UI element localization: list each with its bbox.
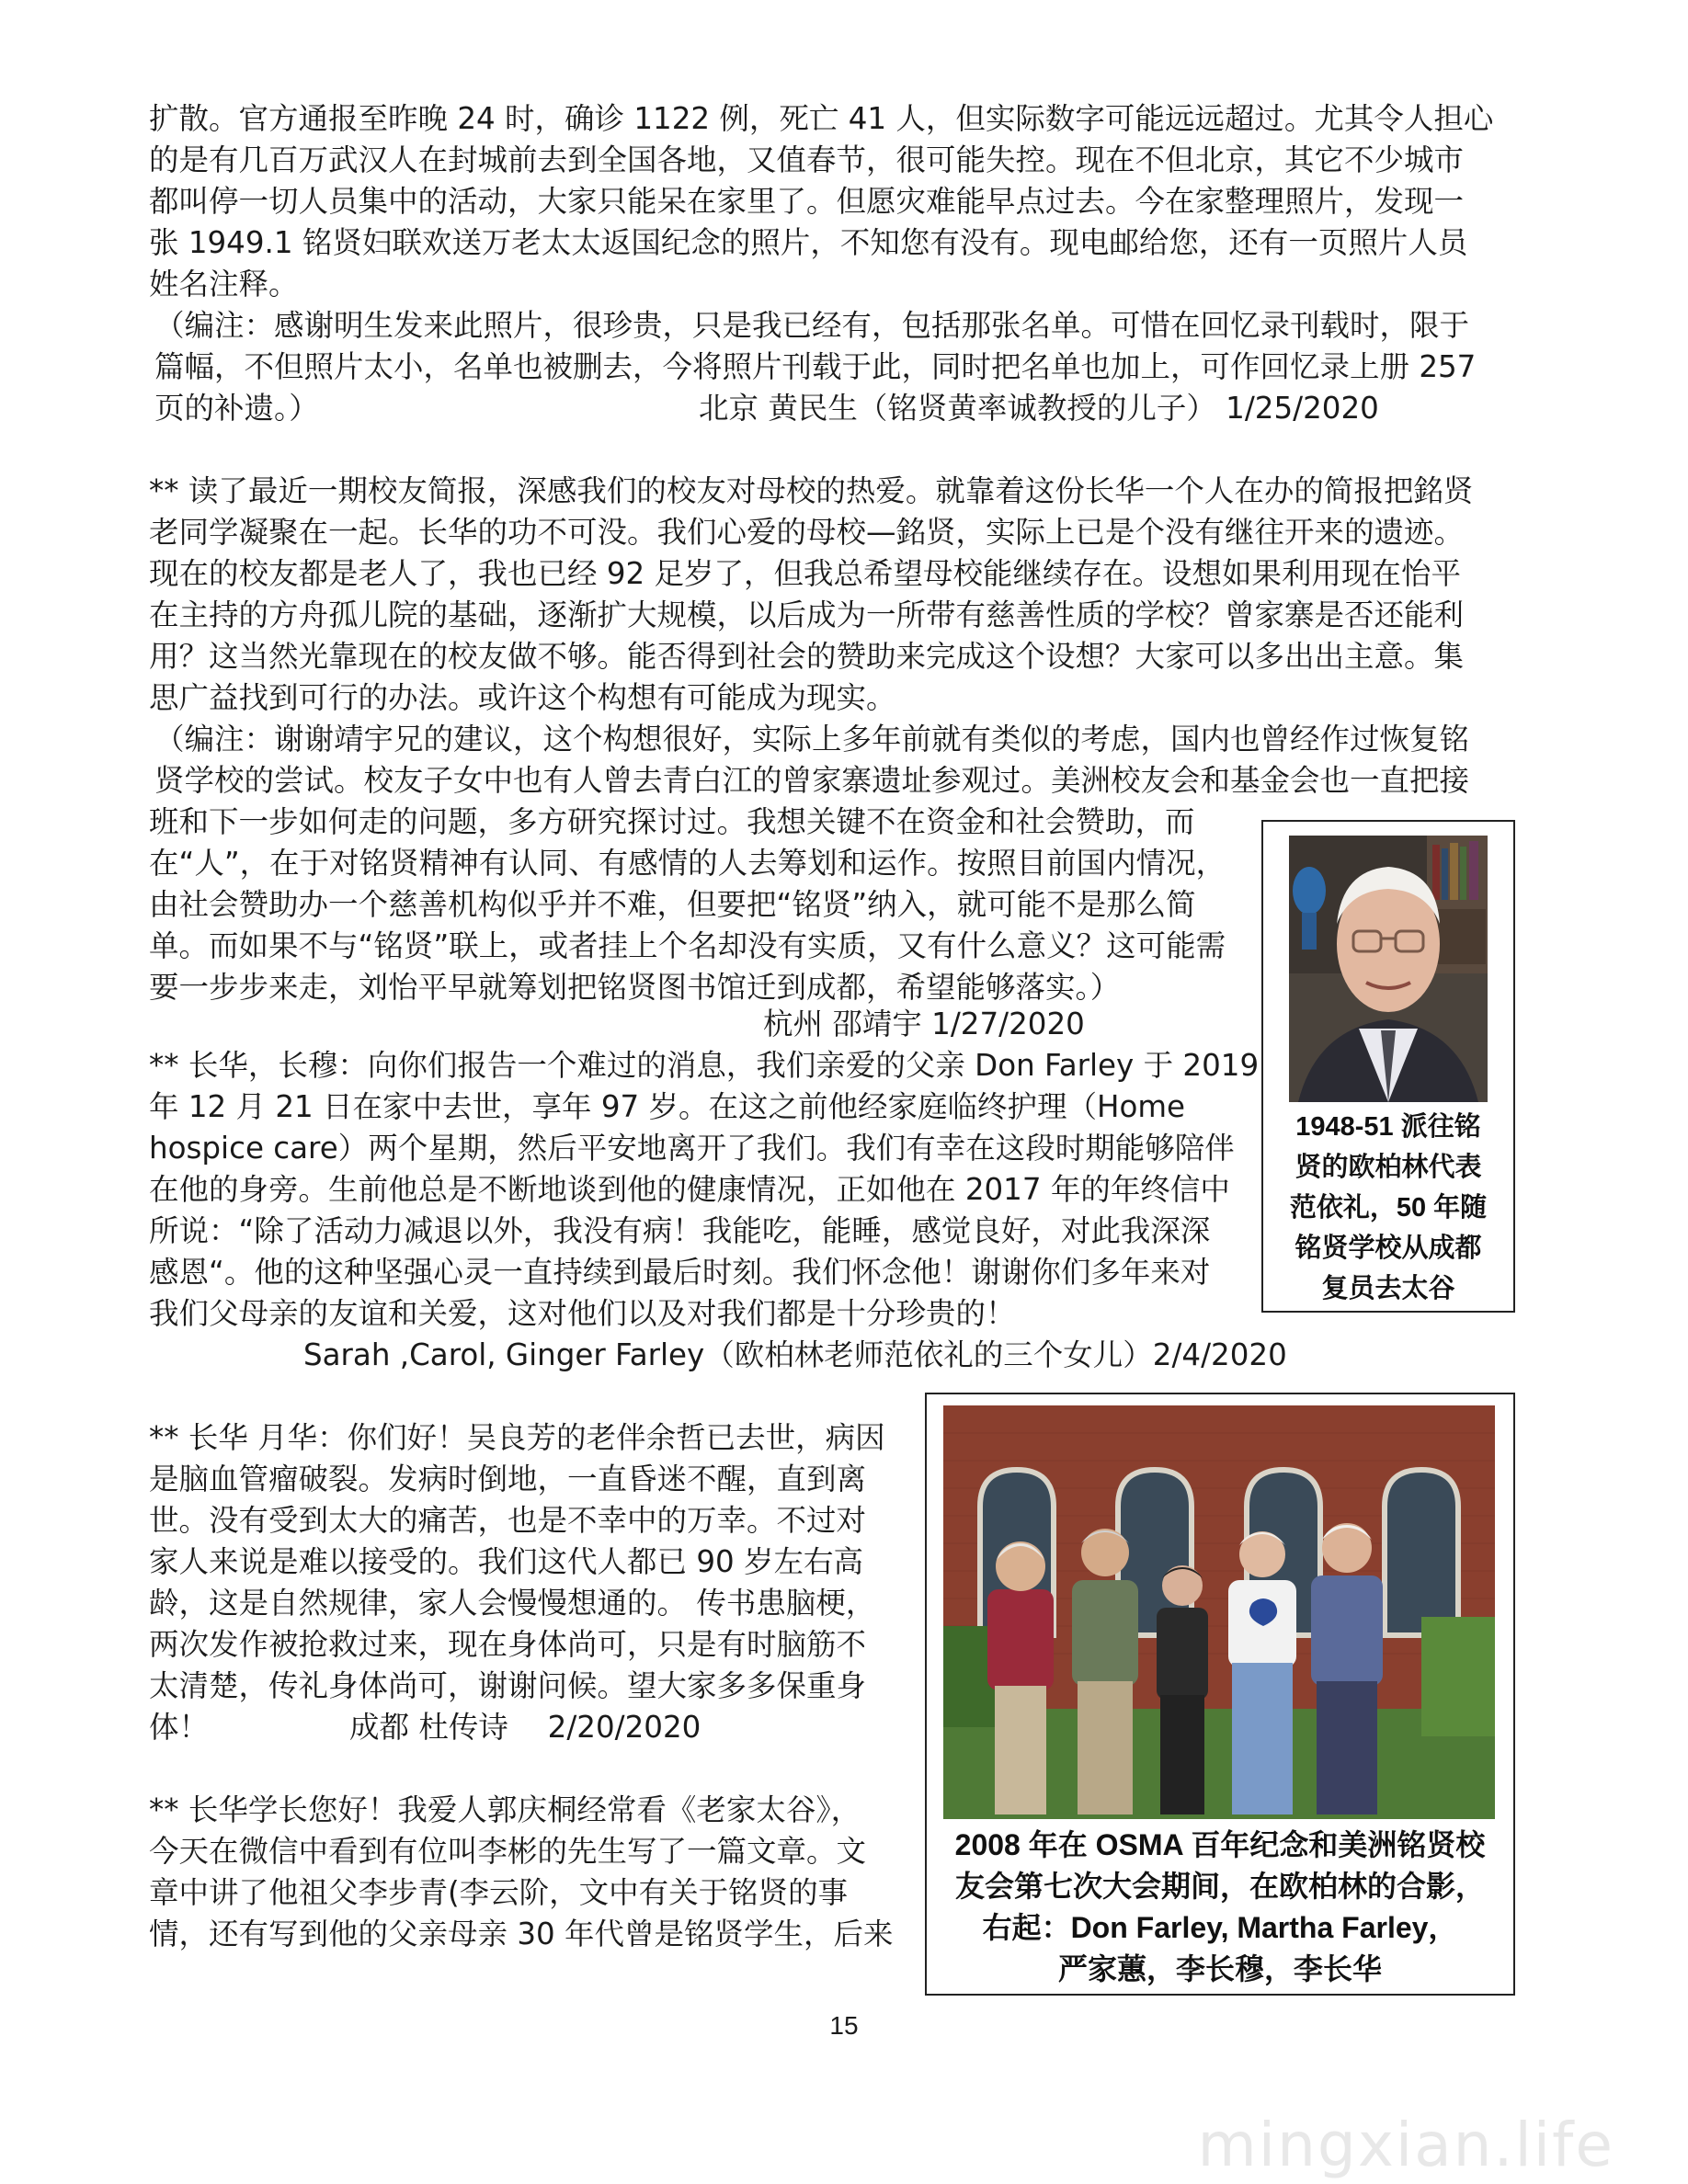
text-line: 在主持的方舟孤儿院的基础，逐渐扩大规模，以后成为一所带有慈善性质的学校？曾家寨是否还能利 — [149, 597, 1465, 632]
text-line: 老同学凝聚在一起。长华的功不可没。我们心爱的母校—銘贤，实际上已是个没有继往开来的遗迹。 — [149, 515, 1465, 550]
text-line: 姓名注释。 — [149, 267, 299, 301]
text-line: 我们父母亲的友谊和关爱，这对他们以及对我们都是十分珍贵的！ — [149, 1296, 1016, 1331]
caption-line: 贤的欧柏林代表 — [1295, 1153, 1482, 1182]
text-line: 感恩“。他的这种坚强心灵一直持续到最后时刻。我们怀念他！谢谢你们多年来对 — [149, 1255, 1211, 1290]
caption-line: 铭贤学校从成都 — [1295, 1234, 1482, 1263]
caption-line: 范依礼，50 年随 — [1289, 1193, 1488, 1223]
caption-line: 复员去太谷 — [1321, 1274, 1455, 1303]
text-line: 世。没有受到太大的痛苦，也是不幸中的万幸。不过对 — [149, 1503, 867, 1538]
signature-3: Sarah ,Carol, Ginger Farley（欧柏林老师范依礼的三个女儿）2/4/2020 — [303, 1337, 1287, 1372]
signature-1: 北京 黄民生（铭贤黄率诚教授的儿子） 1/25/2020 — [699, 391, 1379, 426]
text-line: 用？这当然光靠现在的校友做不够。能否得到社会的赞助来完成这个设想？大家可以多出出主意。集 — [149, 639, 1465, 674]
text-line: ** 读了最近一期校友简报，深感我们的校友对母校的热爱。就靠着这份长华一个人在办的简报把銘贤 — [149, 473, 1474, 508]
group-photo-caption — [927, 1825, 1513, 1990]
signature-4: 成都 杜传诗 2/20/2020 — [349, 1710, 701, 1745]
text-line: 现在的校友都是老人了，我也已经 92 足岁了，但我总希望母校能继续存在。设想如果利用现在怡平 — [149, 556, 1462, 591]
text-line: 在“人”，在于对铭贤精神有认同、有感情的人去筹划和运作。按照目前国内情况， — [149, 846, 1226, 881]
text-line: 页的补遗。） — [154, 391, 319, 426]
portrait-caption — [1263, 1107, 1513, 1309]
text-line: 扩散。官方通报至昨晚 24 时，确诊 1122 例，死亡 41 人，但实际数字可能远远超过。尤其令人担心 — [149, 101, 1494, 136]
editor-note-2-continued — [149, 802, 1226, 1008]
text-line: 是脑血管瘤破裂。发病时倒地，一直昏迷不醒，直到离 — [149, 1462, 867, 1496]
text-line: 章中讲了他祖父李步青(李云阶，文中有关于铭贤的事 — [149, 1875, 849, 1910]
signature-2: 杭州 邵靖宇 1/27/2020 — [763, 1007, 1085, 1041]
text-line: hospice care）两个星期，然后平安地离开了我们。我们有幸在这段时期能够陪伴 — [149, 1131, 1235, 1166]
portrait-figure — [1261, 820, 1515, 1313]
text-line: （编注：谢谢靖宇兄的建议，这个构想很好，实际上多年前就有类似的考虑，国内也曾经作过恢复铭 — [154, 722, 1470, 756]
text-line: （编注：感谢明生发来此照片，很珍贵，只是我已经有，包括那张名单。可惜在回忆录刊载时，限于 — [154, 308, 1470, 343]
caption-line: 友会第七次大会期间，在欧柏林的合影， — [954, 1870, 1485, 1903]
letter-4 — [149, 1417, 885, 1748]
text-line: 所说：“除了活动力减退以外，我没有病！我能吃，能睡，感觉良好，对此我深深 — [149, 1213, 1211, 1248]
text-line: 张 1949.1 铭贤妇联欢送万老太太返国纪念的照片，不知您有没有。现电邮给您，还有一页照片人员 — [149, 225, 1468, 260]
watermark: mingxian.life — [1197, 2110, 1614, 2180]
paragraph-1 — [149, 98, 1493, 305]
text-line: 的是有几百万武汉人在封城前去到全国各地，又值春节，很可能失控。现在不但北京，其它不少城市 — [149, 142, 1465, 177]
text-line: ** 长华，长穆：向你们报告一个难过的消息，我们亲爱的父亲 Don Farley 于 2019 — [149, 1048, 1260, 1083]
group-photo-figure — [925, 1393, 1515, 1996]
text-line: 两次发作被抢救过来，现在身体尚可，只是有时脑筋不 — [149, 1627, 867, 1662]
text-line: 思广益找到可行的办法。或许这个构想有可能成为现实。 — [149, 680, 896, 715]
text-line: 篇幅，不但照片太小，名单也被删去，今将照片刊载于此，同时把名单也加上，可作回忆录上册 257 — [154, 349, 1477, 384]
caption-line: 1948-51 派往铭 — [1295, 1112, 1481, 1142]
letter-2 — [149, 471, 1473, 719]
text-line: 太清楚，传礼身体尚可，谢谢问候。望大家多多保重身 — [149, 1668, 867, 1703]
text-line: 单。而如果不与“铭贤”联上，或者挂上个名却没有实质，又有什么意义？这可能需 — [149, 928, 1226, 963]
text-line: 由社会赞助办一个慈善机构似乎并不难，但要把“铭贤”纳入，就可能不是那么简 — [149, 887, 1196, 922]
letter-5 — [149, 1790, 894, 1955]
editor-note-2 — [154, 719, 1469, 802]
letter-3 — [149, 1045, 1259, 1335]
text-line: 家人来说是难以接受的。我们这代人都已 90 岁左右高 — [149, 1544, 864, 1579]
text-line: 在他的身旁。生前他总是不断地谈到他的健康情况，正如他在 2017 年的年终信中 — [149, 1172, 1230, 1207]
text-line: 体！ — [149, 1710, 210, 1745]
portrait-photo — [1289, 836, 1488, 1102]
caption-line: 右起：Don Farley, Martha Farley， — [982, 1911, 1458, 1944]
page-number: 15 — [829, 2011, 859, 2040]
caption-line: 严家蕙，李长穆，李长华 — [1057, 1952, 1382, 1985]
text-line: ** 长华 月华：你们好！吴良芳的老伴余哲已去世，病因 — [149, 1420, 885, 1455]
text-line: 今天在微信中看到有位叫李彬的先生写了一篇文章。文 — [149, 1834, 867, 1869]
text-line: 要一步步来走，刘怡平早就筹划把铭贤图书馆迁到成都，希望能够落实。） — [149, 970, 1121, 1005]
text-line: 都叫停一切人员集中的活动，大家只能呆在家里了。但愿灾难能早点过去。今在家整理照片，发现一 — [149, 184, 1465, 219]
text-line: 班和下一步如何走的问题，多方研究探讨过。我想关键不在资金和社会赞助，而 — [149, 804, 1195, 839]
text-line: ** 长华学长您好！我爱人郭庆桐经常看《老家太谷》， — [149, 1792, 861, 1827]
text-line: 龄，这是自然规律，家人会慢慢想通的。 传书患脑梗， — [149, 1586, 876, 1621]
text-line: 情，还有写到他的父亲母亲 30 年代曾是铭贤学生，后来 — [149, 1917, 894, 1951]
text-line: 年 12 月 21 日在家中去世，享年 97 岁。在这之前他经家庭临终护理（Home — [149, 1089, 1186, 1124]
group-photo — [943, 1405, 1495, 1819]
text-line: 贤学校的尝试。校友子女中也有人曾去青白江的曾家寨遗址参观过。美洲校友会和基金会也一直把接 — [154, 763, 1470, 798]
caption-line: 2008 年在 OSMA 百年纪念和美洲铭贤校 — [954, 1828, 1486, 1861]
